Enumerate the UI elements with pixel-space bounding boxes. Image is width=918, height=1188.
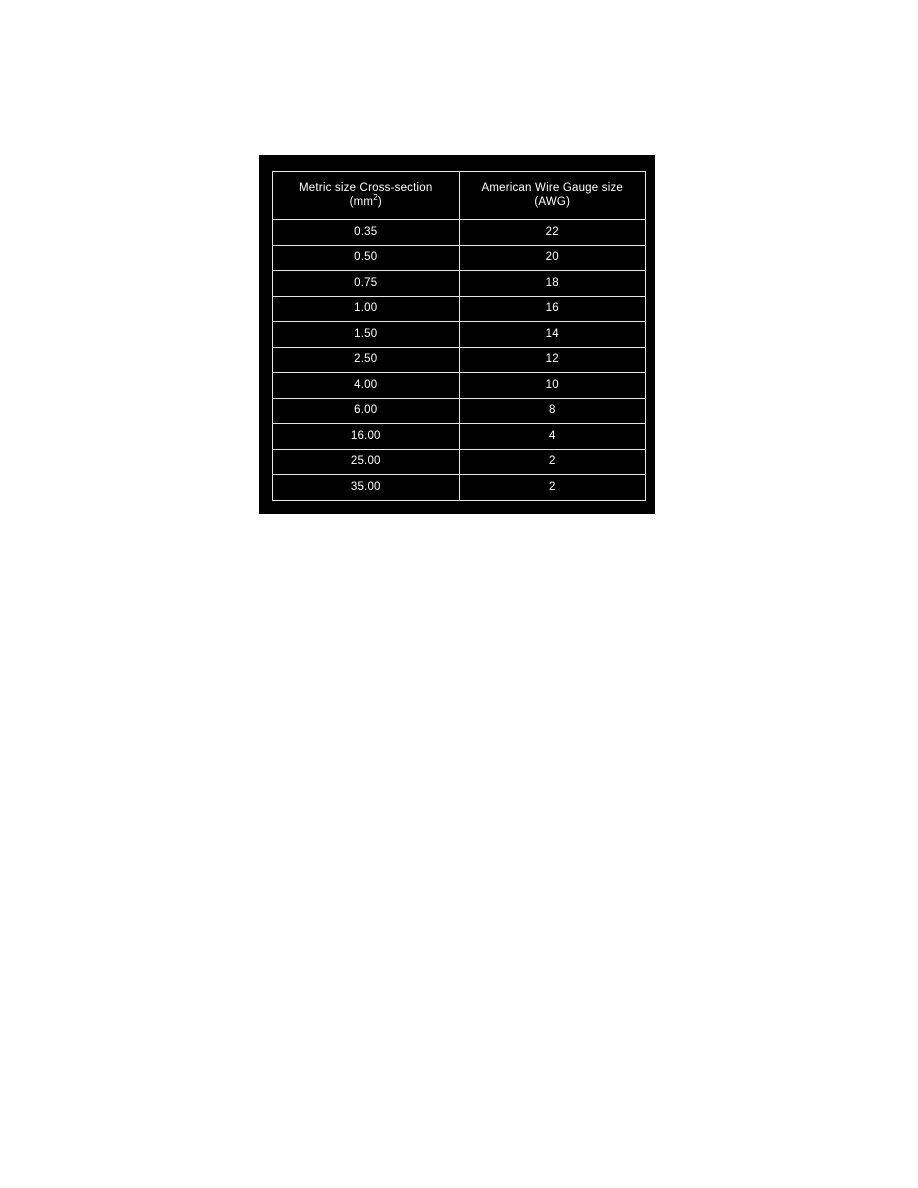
table-header-row [273,172,646,220]
cell-awg-size: 12 [459,347,646,373]
cell-metric-size: 4.00 [273,373,460,399]
table-row [273,271,646,297]
cell-metric-size: 16.00 [273,424,460,450]
table-row [273,347,646,373]
cell-awg-size: 2 [459,449,646,475]
column-header-metric-line1: Metric size Cross-section [299,182,433,195]
cell-metric-size: 0.35 [273,220,460,246]
cell-metric-size: 2.50 [273,347,460,373]
cell-awg-size: 14 [459,322,646,348]
cell-awg-size: 18 [459,271,646,297]
metric-unit-exponent: 2 [373,192,378,202]
table-header [273,172,646,220]
cell-awg-size: 10 [459,373,646,399]
table-row [273,322,646,348]
cell-metric-size: 25.00 [273,449,460,475]
cell-metric-size: 1.50 [273,322,460,348]
table-row [273,373,646,399]
table-row [273,245,646,271]
cell-metric-size: 0.50 [273,245,460,271]
table-body [273,220,646,501]
column-header-metric-unit [279,192,453,209]
table-row [273,220,646,246]
table-row [273,296,646,322]
wire-size-conversion-figure [259,155,655,514]
table-row [273,424,646,450]
table-row [273,475,646,501]
cell-awg-size: 2 [459,475,646,501]
cell-awg-size: 8 [459,398,646,424]
table-row [273,449,646,475]
column-header-awg-size [459,172,646,220]
cell-metric-size: 0.75 [273,271,460,297]
cell-awg-size: 4 [459,424,646,450]
metric-unit-prefix: (mm [349,195,374,208]
cell-metric-size: 35.00 [273,475,460,501]
column-header-metric-size [273,172,460,220]
cell-awg-size: 20 [459,245,646,271]
column-header-awg-line2: (AWG) [534,195,571,208]
column-header-awg-line1: American Wire Gauge size [481,182,624,195]
table-row [273,398,646,424]
cell-metric-size: 1.00 [273,296,460,322]
cell-awg-size: 22 [459,220,646,246]
cell-awg-size: 16 [459,296,646,322]
wire-size-conversion-table [272,171,646,501]
metric-unit-suffix: ) [377,195,382,208]
cell-metric-size: 6.00 [273,398,460,424]
